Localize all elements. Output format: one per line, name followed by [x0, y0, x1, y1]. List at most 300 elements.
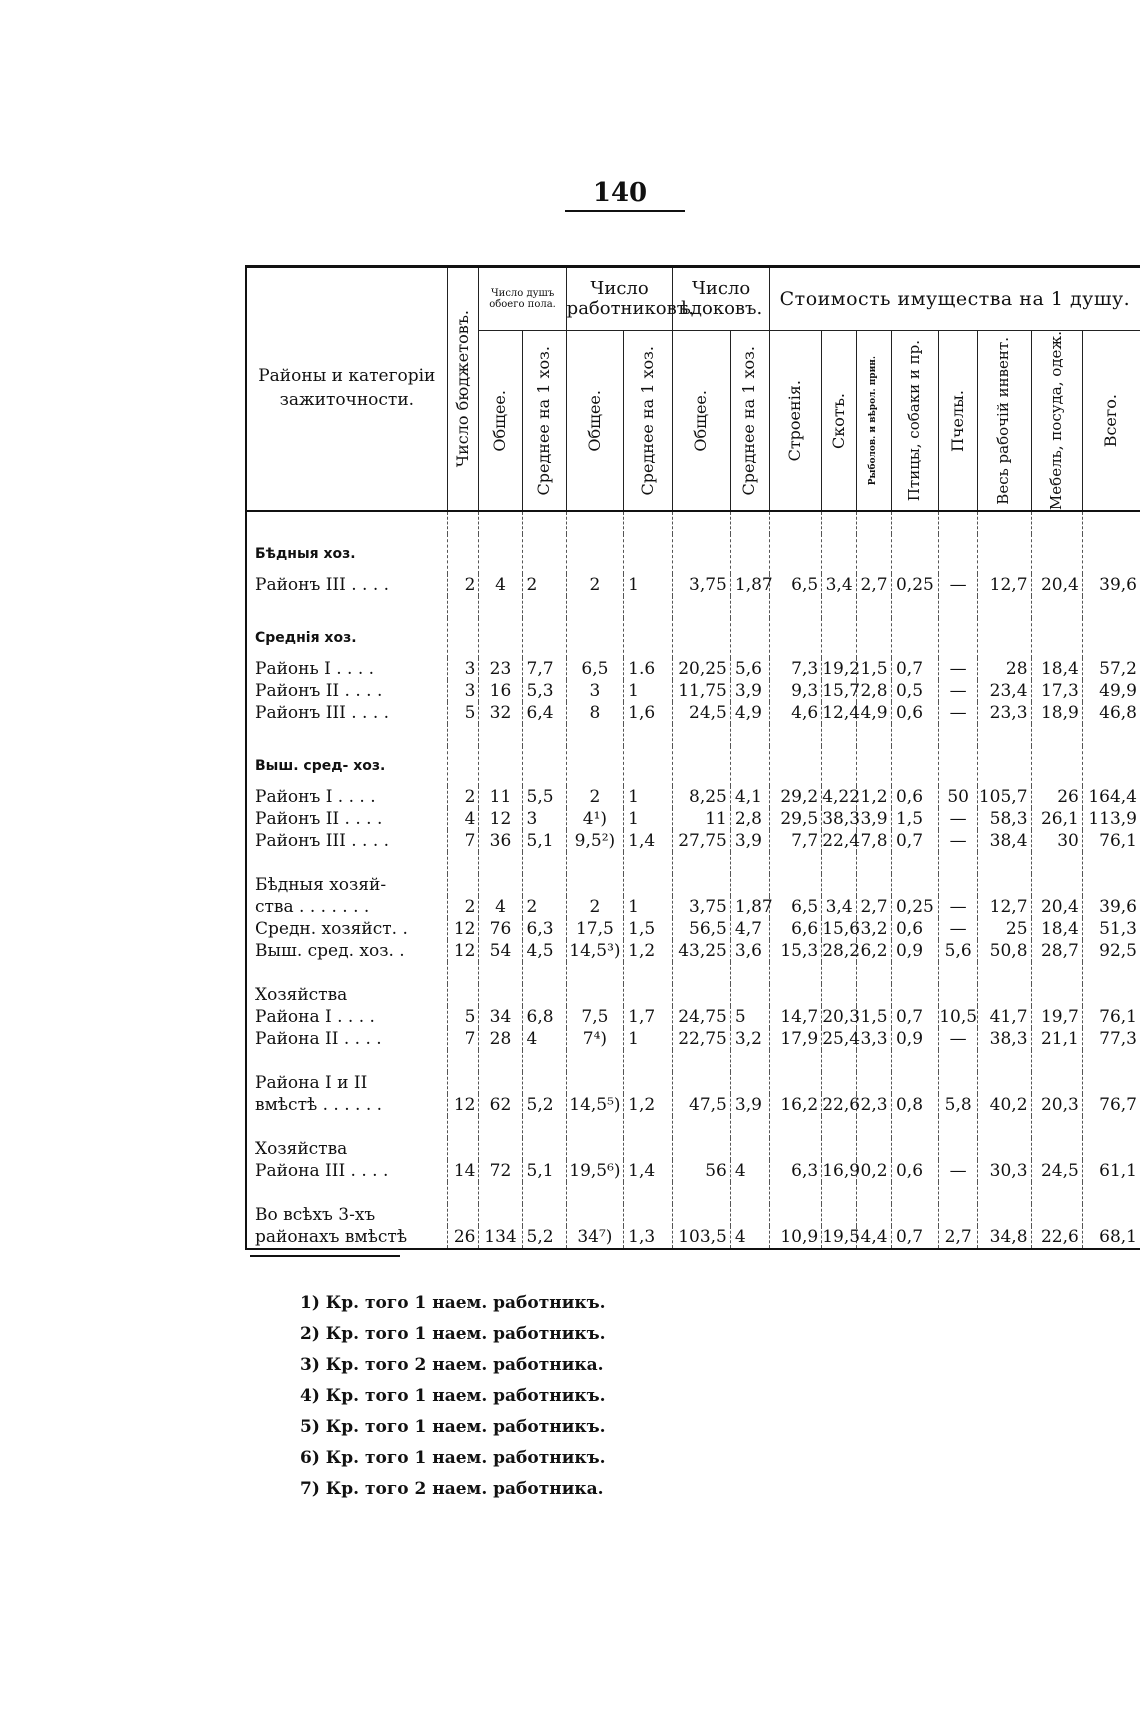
row-label: вмѣстѣ . . . . . . [246, 1094, 447, 1116]
table-cell: 0,9 [891, 1028, 938, 1050]
table-cell: 18,4 [1031, 658, 1082, 680]
table-cell: 77,3 [1082, 1028, 1140, 1050]
table-cell [673, 1138, 730, 1160]
table-cell [822, 984, 857, 1006]
section-row [246, 618, 1140, 658]
table-cell [1031, 874, 1082, 896]
table-row [246, 786, 1140, 808]
table-cell: 5,1 [522, 830, 566, 852]
table-cell: 26 [447, 1226, 479, 1249]
table-cell: 6,5 [769, 574, 821, 596]
table-cell: 1,2 [857, 786, 892, 808]
row-label: Районъ III . . . . [246, 702, 447, 724]
table-cell: 0,6 [891, 918, 938, 940]
table-cell [978, 874, 1031, 896]
table-cell: 23,4 [978, 680, 1031, 702]
table-cell: 2,7 [939, 1226, 978, 1249]
table-cell: 4,1 [730, 786, 769, 808]
table-cell: 5,6 [730, 658, 769, 680]
table-cell: 0,6 [891, 1160, 938, 1182]
table-cell [822, 874, 857, 896]
table-cell: 2 [566, 896, 623, 918]
table-cell: — [939, 680, 978, 702]
table-cell: 1 [624, 574, 673, 596]
table-cell [1031, 1138, 1082, 1160]
table-row [246, 874, 1140, 896]
table-cell: 40,2 [978, 1094, 1031, 1116]
table-cell: 1 [624, 786, 673, 808]
table-cell [857, 1138, 892, 1160]
table-row [246, 702, 1140, 724]
table-cell: 14,5⁵) [566, 1094, 623, 1116]
table-cell: — [939, 658, 978, 680]
table-cell: 24,75 [673, 1006, 730, 1028]
table-cell: 2 [566, 786, 623, 808]
table-cell: 1 [624, 1028, 673, 1050]
table-cell: 1,4 [624, 1160, 673, 1182]
table-cell: 12 [479, 808, 522, 830]
table-cell: 41,7 [978, 1006, 1031, 1028]
table-cell: 68,1 [1082, 1226, 1140, 1249]
table-cell: 3,4 [822, 896, 857, 918]
table-cell: 19,5⁶) [566, 1160, 623, 1182]
table-cell: 0,7 [891, 830, 938, 852]
table-cell: 11 [673, 808, 730, 830]
table-cell: 4 [522, 1028, 566, 1050]
table-cell: 12 [447, 918, 479, 940]
table-cell: — [939, 808, 978, 830]
table-cell: 2,3 [857, 1094, 892, 1116]
table-cell [566, 1204, 623, 1226]
table-cell [978, 984, 1031, 1006]
table-cell: 6,8 [522, 1006, 566, 1028]
row-label: Хозяйства [246, 1138, 447, 1160]
table-cell: 4,7 [730, 918, 769, 940]
table-cell: 8 [566, 702, 623, 724]
table-cell [447, 1204, 479, 1226]
table-cell: 19,5 [822, 1227, 861, 1248]
table-cell: 12,7 [978, 896, 1031, 918]
table-cell: 4 [479, 574, 522, 596]
row-label: Бѣдныя хозяй- [246, 874, 447, 896]
table-cell: 4,4 [857, 1226, 892, 1249]
header-birds: Птицы, собаки и пр. [891, 331, 938, 512]
table-cell: 38,3 [822, 809, 861, 830]
table-cell: 76,1 [1082, 830, 1140, 852]
row-label: Районъ II . . . . [246, 808, 447, 830]
table-cell: 16 [479, 680, 522, 702]
table-cell: 20,25 [673, 658, 730, 680]
table-cell: 3,75 [673, 574, 730, 596]
table-cell [566, 984, 623, 1006]
table-cell: 6,6 [769, 918, 821, 940]
row-label: Хозяйства [246, 984, 447, 1006]
table-cell: 16,9 [822, 1161, 861, 1182]
table-cell: 6,4 [522, 702, 566, 724]
table-row [246, 1138, 1140, 1160]
table-cell [522, 1072, 566, 1094]
header-workers-group: Число работниковъ. [566, 267, 673, 331]
table-cell: 28,7 [1031, 940, 1082, 962]
table-cell: 25,4 [822, 1029, 861, 1050]
table-row [246, 940, 1140, 962]
table-cell: 7,8 [857, 830, 892, 852]
table-cell [1031, 984, 1082, 1006]
table-cell: 17,3 [1031, 680, 1082, 702]
header-livestock: Скотъ. [822, 331, 857, 512]
table-cell: 0,9 [891, 940, 938, 962]
table-cell: 0,5 [891, 680, 938, 702]
table-cell [769, 1204, 821, 1226]
table-cell: 2,7 [857, 574, 892, 596]
table-cell [891, 984, 938, 1006]
table-cell: 19,2 [822, 659, 861, 680]
table-cell: 19,7 [1031, 1006, 1082, 1028]
row-label: Района I и II [246, 1072, 447, 1094]
table-cell: 14,5³) [566, 940, 623, 962]
table-cell: 32 [479, 702, 522, 724]
table-cell: 22,75 [673, 1028, 730, 1050]
table-cell [479, 1072, 522, 1094]
table-cell: 30,3 [978, 1160, 1031, 1182]
row-label: Районъ II . . . . [246, 680, 447, 702]
table-cell: 6,5 [566, 658, 623, 680]
table-cell: 4 [730, 1226, 769, 1249]
table-cell: — [939, 1028, 978, 1050]
table-cell: 56,5 [673, 918, 730, 940]
table-cell: 39,6 [1082, 896, 1140, 918]
table-cell: 20,4 [1031, 574, 1082, 596]
table-cell: 12,7 [978, 574, 1031, 596]
table-cell: 1,4 [624, 830, 673, 852]
table-cell: 15,7 [822, 681, 861, 702]
table-cell [769, 984, 821, 1006]
row-label: Района I . . . . [246, 1006, 447, 1028]
bottom-rule [250, 1255, 400, 1257]
table-cell: 14 [447, 1160, 479, 1182]
header-inventory: Весь рабочій инвент. [978, 331, 1031, 512]
table-cell: 3 [522, 808, 566, 830]
table-cell [1082, 1138, 1140, 1160]
table-cell [939, 1072, 978, 1094]
table-cell: 76 [479, 918, 522, 940]
table-row [246, 680, 1140, 702]
table-cell: 7,3 [769, 658, 821, 680]
table-cell [730, 1138, 769, 1160]
table-row [246, 1072, 1140, 1094]
page-number: 140 [592, 178, 648, 208]
table-cell [566, 1072, 623, 1094]
table-cell [479, 1204, 522, 1226]
table-cell: 2,8 [857, 680, 892, 702]
table-cell [857, 1204, 892, 1226]
section-row [246, 746, 1140, 786]
table-cell: 3 [447, 680, 479, 702]
table-cell: 6,2 [857, 940, 892, 962]
table-cell: 28 [479, 1028, 522, 1050]
table-cell: 28,2 [822, 941, 861, 962]
table-cell [1031, 1072, 1082, 1094]
table-cell: 12 [447, 940, 479, 962]
table-cell: 22,6 [822, 1095, 861, 1116]
table-cell: 20,3 [822, 1007, 861, 1028]
table-cell: 57,2 [1082, 658, 1140, 680]
table-cell: 1 [624, 680, 673, 702]
table-cell: 10,5 [939, 1007, 978, 1028]
table-cell: 15,3 [769, 940, 821, 962]
table-row [246, 658, 1140, 680]
table-cell [822, 1072, 857, 1094]
footnote: 2) Кр. того 1 наем. работникъ. [300, 1324, 606, 1344]
row-label: Во всѣхъ 3-хъ [246, 1204, 447, 1226]
table-cell: 1,7 [624, 1006, 673, 1028]
table-cell: 1,87 [730, 574, 769, 596]
table-cell [673, 1072, 730, 1094]
section-heading: Бѣдныя хоз. [246, 534, 447, 574]
table-cell: 134 [479, 1226, 522, 1249]
section-row [246, 534, 1140, 574]
header-furniture: Мебель, посуда, одеж. [1031, 331, 1082, 512]
header-souls-avg: Среднее на 1 хоз. [522, 331, 566, 512]
table-cell: 4¹) [566, 808, 623, 830]
table-cell: 2 [447, 574, 479, 596]
table-cell: 12,4 [822, 703, 861, 724]
table-cell: 3 [566, 680, 623, 702]
header-souls-general: Общее. [479, 331, 522, 512]
footnote: 5) Кр. того 1 наем. работникъ. [300, 1417, 606, 1437]
table-cell: 51,3 [1082, 918, 1140, 940]
table-cell: 4,5 [522, 940, 566, 962]
table-cell [939, 874, 978, 896]
table-cell: 3,4 [822, 574, 857, 596]
table-cell: 47,5 [673, 1094, 730, 1116]
table-cell: 3 [447, 658, 479, 680]
table-cell: 25 [978, 918, 1031, 940]
table-cell: 4 [447, 808, 479, 830]
table-cell: 54 [479, 940, 522, 962]
table-cell: 3,2 [730, 1028, 769, 1050]
header-souls-group: Число душъ обоего пола. [479, 267, 566, 331]
row-label: Районъ III . . . . [246, 574, 447, 596]
table-cell [769, 1138, 821, 1160]
table-cell [1082, 1204, 1140, 1226]
table-cell [891, 1204, 938, 1226]
table-cell: 0,7 [891, 658, 938, 680]
table-cell [447, 1072, 479, 1094]
table-cell: 49,9 [1082, 680, 1140, 702]
table-cell [1082, 984, 1140, 1006]
table-cell: 164,4 [1082, 786, 1140, 808]
table-cell: 24,5 [1031, 1160, 1082, 1182]
table-cell: 22,6 [1031, 1226, 1082, 1249]
table-cell [891, 1138, 938, 1160]
table-cell: 0,25 [891, 896, 938, 918]
table-cell: 56 [673, 1160, 730, 1182]
table-cell: 3,9 [857, 808, 892, 830]
table-cell: 17,5 [566, 918, 623, 940]
footnote: 1) Кр. того 1 наем. работникъ. [300, 1293, 606, 1313]
table-cell: 12 [447, 1094, 479, 1116]
table-cell: 27,75 [673, 830, 730, 852]
table-cell: 1,2 [624, 940, 673, 962]
table-cell [730, 984, 769, 1006]
table-cell: 1 [624, 896, 673, 918]
table-cell: 4,6 [769, 702, 821, 724]
table-row [246, 1226, 1140, 1249]
table-cell: 113,9 [1082, 808, 1140, 830]
table-cell: 24,5 [673, 702, 730, 724]
table-cell: 38,4 [978, 830, 1031, 852]
table-cell: 16,2 [769, 1094, 821, 1116]
table-cell: 72 [479, 1160, 522, 1182]
footnote: 3) Кр. того 2 наем. работника. [300, 1355, 604, 1375]
table-cell: 23 [479, 658, 522, 680]
table-cell [891, 1072, 938, 1094]
table-cell: 10,9 [769, 1226, 821, 1249]
table-cell: — [939, 830, 978, 852]
table-cell [673, 984, 730, 1006]
table-cell [566, 874, 623, 896]
table-cell: 3,2 [857, 918, 892, 940]
table-row [246, 1160, 1140, 1182]
table-cell: 61,1 [1082, 1160, 1140, 1182]
table-cell: 0,7 [891, 1006, 938, 1028]
table-cell [857, 874, 892, 896]
table-cell: 11,75 [673, 680, 730, 702]
table-cell: 1,5 [891, 808, 938, 830]
table-cell: 5,2 [522, 1226, 566, 1249]
table-cell: 2 [447, 786, 479, 808]
table-cell [624, 1204, 673, 1226]
row-label: Средн. хозяйст. . [246, 918, 447, 940]
table-cell: 4 [479, 896, 522, 918]
table-cell [447, 874, 479, 896]
table-cell [479, 984, 522, 1006]
table-cell [769, 874, 821, 896]
table-cell [1082, 1072, 1140, 1094]
table-cell: 7,7 [769, 830, 821, 852]
table-row [246, 896, 1140, 918]
table-cell: 34⁷) [566, 1226, 623, 1249]
table-cell: 0,8 [891, 1094, 938, 1116]
table-cell: 36 [479, 830, 522, 852]
table-cell: 6,5 [769, 896, 821, 918]
row-label: Района II . . . . [246, 1028, 447, 1050]
table-cell: 2,7 [857, 896, 892, 918]
table-cell: 5,8 [939, 1094, 978, 1116]
table-cell: 1 [624, 808, 673, 830]
row-label: Выш. сред. хоз. . [246, 940, 447, 962]
table-cell: 11 [479, 786, 522, 808]
table-cell: 2,8 [730, 808, 769, 830]
table-cell [891, 874, 938, 896]
table-cell [822, 1204, 857, 1226]
table-cell: 2 [447, 896, 479, 918]
table-cell [447, 984, 479, 1006]
row-label: ства . . . . . . . [246, 896, 447, 918]
table-row [246, 918, 1140, 940]
table-cell: 9,5²) [566, 830, 623, 852]
page-number-rule [565, 210, 685, 212]
footnote: 4) Кр. того 1 наем. работникъ. [300, 1386, 606, 1406]
table-cell: 29,2 [769, 786, 821, 808]
table-cell: 0,7 [891, 1226, 938, 1249]
table-cell [673, 874, 730, 896]
table-cell [522, 1204, 566, 1226]
table-cell: 1,3 [624, 1226, 673, 1249]
table-cell: 38,3 [978, 1028, 1031, 1050]
table-row [246, 1028, 1140, 1050]
table-cell: 4,22 [822, 787, 861, 808]
table-cell: 14,7 [769, 1006, 821, 1028]
table-cell: 7,7 [522, 658, 566, 680]
table-cell: 3,3 [857, 1028, 892, 1050]
header-row-groups [246, 267, 1140, 331]
table-cell: 3,75 [673, 896, 730, 918]
header-buildings: Строенія. [769, 331, 821, 512]
table-cell [939, 1138, 978, 1160]
table-cell: 1,87 [730, 896, 769, 918]
table-cell [624, 1072, 673, 1094]
table-cell: 7 [447, 830, 479, 852]
table-cell: 26 [1031, 786, 1082, 808]
table-cell: 1.6 [624, 658, 673, 680]
table-cell: 5,3 [522, 680, 566, 702]
table-cell: 1,5 [857, 658, 892, 680]
table-cell: 46,8 [1082, 702, 1140, 724]
footnote: 7) Кр. того 2 наем. работника. [300, 1479, 604, 1499]
table-cell [822, 1138, 857, 1160]
table-cell: — [939, 574, 978, 596]
section-heading: Выш. сред- хоз. [246, 746, 447, 786]
table-cell: 76,1 [1082, 1006, 1140, 1028]
table-cell [1082, 874, 1140, 896]
footnotes [300, 1288, 606, 1505]
table-cell: 20,4 [1031, 896, 1082, 918]
table-cell: 43,25 [673, 940, 730, 962]
table-cell: 0,25 [891, 574, 938, 596]
section-heading: Среднія хоз. [246, 618, 447, 658]
table-cell [978, 1138, 1031, 1160]
table-cell: 0,6 [891, 786, 938, 808]
table-cell: 18,9 [1031, 702, 1082, 724]
header-budgets: Число бюджетовъ. [447, 267, 479, 512]
table-cell: 3,9 [730, 830, 769, 852]
table-cell: 30 [1031, 830, 1082, 852]
header-workers-general: Общее. [566, 331, 623, 512]
table-cell: 103,5 [673, 1226, 730, 1249]
table-cell: 3,9 [730, 680, 769, 702]
table-cell: 50,8 [978, 940, 1031, 962]
table-cell: 21,1 [1031, 1028, 1082, 1050]
footnote: 6) Кр. того 1 наем. работникъ. [300, 1448, 606, 1468]
table-cell: — [939, 702, 978, 724]
table-cell: 5,6 [939, 940, 978, 962]
table-cell [522, 984, 566, 1006]
table-row [246, 830, 1140, 852]
table-cell [522, 1138, 566, 1160]
table-cell: 92,5 [1082, 940, 1140, 962]
table-cell: 28 [978, 658, 1031, 680]
table-cell: 5 [730, 1006, 769, 1028]
table-cell: 62 [479, 1094, 522, 1116]
table-cell [624, 874, 673, 896]
table-cell: 1,5 [857, 1006, 892, 1028]
table-cell: 0,6 [891, 702, 938, 724]
table-cell: 4 [730, 1160, 769, 1182]
table-cell [522, 874, 566, 896]
table-cell: 34 [479, 1006, 522, 1028]
